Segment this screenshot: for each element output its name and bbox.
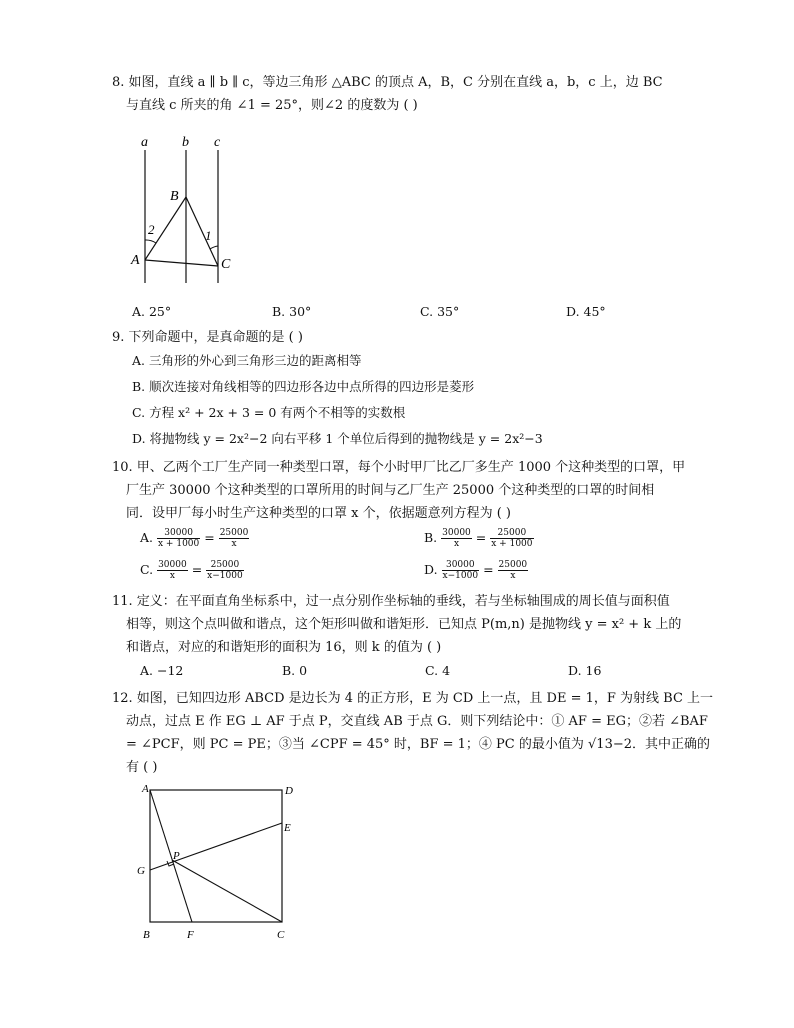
q8-option-c[interactable]: C. 35° (420, 304, 460, 319)
q8-label-angle2: 2 (148, 222, 155, 237)
q8-stem-line1: 8. 如图，直线 a ∥ b ∥ c，等边三角形 △ABC 的顶点 A，B，C 分别在直线 a，b，c 上，边 BC (112, 75, 663, 90)
q12-figure (134, 780, 304, 950)
q12-stem-line4: 有 ( ) (126, 760, 158, 775)
q8-label-c: c (214, 135, 221, 150)
q9-stem: 9. 下列命题中，是真命题的是 ( ) (112, 330, 303, 345)
q8-label-C: C (221, 257, 231, 272)
q10-option-b[interactable]: B. $\frac{30000}{x}$ = $\frac{25000}{x + 1000}$ (424, 528, 533, 549)
q12-label-D: D (285, 785, 293, 797)
q11-stem-line1: 11. 定义：在平面直角坐标系中，过一点分别作坐标轴的垂线，若与坐标轴围成的周长值与面积值 (112, 594, 670, 609)
q11-option-a[interactable]: A. −12 (140, 663, 184, 678)
q12-stem-line3: = ∠PCF，则 PC = PE；③当 ∠CPF = 45° 时，BF = 1；④ PC 的最小值为 √13−2．其中正确的 (126, 737, 711, 752)
q12-stem-line1: 12. 如图，已知四边形 ABCD 是边长为 4 的正方形，E 为 CD 上一点，且 DE = 1，F 为射线 BC 上一 (112, 691, 714, 706)
q10-option-c[interactable]: C. $\frac{30000}{x}$ = $\frac{25000}{x-1000}$ (140, 560, 243, 581)
q8-figure (120, 128, 250, 288)
q11-stem-line2: 相等，则这个点叫做和谐点，这个矩形叫做和谐矩形．已知点 P(m,n) 是抛物线 y = x² + k 上的 (126, 617, 682, 632)
q12-label-A: A (142, 783, 149, 795)
q8-option-d[interactable]: D. 45° (566, 304, 606, 319)
q10-option-d[interactable]: D. $\frac{30000}{x-1000}$ = $\frac{25000}{x}$ (424, 560, 528, 581)
q9-option-d[interactable]: D. 将抛物线 y = 2x²−2 向右平移 1 个单位后得到的抛物线是 y = 2x²−3 (132, 431, 543, 446)
q9-option-b[interactable]: B. 顺次连接对角线相等的四边形各边中点所得的四边形是菱形 (132, 379, 475, 394)
q10-stem-line3: 同．设甲厂每小时生产这种类型的口罩 x 个，依据题意列方程为 ( ) (126, 506, 512, 521)
q8-option-b[interactable]: B. 30° (272, 304, 312, 319)
q11-option-d[interactable]: D. 16 (568, 663, 602, 678)
q12-label-B: B (143, 929, 150, 941)
q11-option-c[interactable]: C. 4 (425, 663, 451, 678)
q12-stem-line2: 动点，过点 E 作 EG ⊥ AF 于点 P，交直线 AB 于点 G．则下列结论中：① AF = EG；②若 ∠BAF (126, 714, 708, 729)
q11-option-b[interactable]: B. 0 (282, 663, 308, 678)
q8-option-a[interactable]: A. 25° (132, 304, 172, 319)
q12-label-E: E (284, 822, 291, 834)
q8-label-B: B (170, 189, 179, 204)
q9-option-a[interactable]: A. 三角形的外心到三角形三边的距离相等 (132, 353, 362, 368)
q8-stem-line2: 与直线 c 所夹的角 ∠1 = 25°，则∠2 的度数为 ( ) (126, 98, 418, 113)
q12-label-G: G (137, 865, 145, 877)
q12-label-C: C (277, 929, 285, 941)
q10-option-a[interactable]: A. $\frac{30000}{x + 1000}$ = $\frac{25000}{x}$ (140, 528, 249, 549)
q8-label-b: b (182, 135, 189, 150)
q8-label-a: a (141, 135, 148, 150)
q10-stem-line2: 厂生产 30000 个这种类型的口罩所用的时间与乙厂生产 25000 个这种类型的口罩的时间相 (126, 483, 655, 498)
q12-label-P: P (173, 850, 180, 862)
q11-stem-line3: 和谐点，对应的和谐矩形的面积为 16，则 k 的值为 ( ) (126, 640, 442, 655)
q12-label-F: F (187, 929, 194, 941)
q8-label-A: A (131, 253, 140, 268)
q9-option-c[interactable]: C. 方程 x² + 2x + 3 = 0 有两个不相等的实数根 (132, 405, 406, 420)
q10-stem-line1: 10. 甲、乙两个工厂生产同一种类型口罩，每个小时甲厂比乙厂多生产 1000 个这种类型的口罩，甲 (112, 460, 686, 475)
q8-label-angle1: 1 (205, 228, 212, 243)
